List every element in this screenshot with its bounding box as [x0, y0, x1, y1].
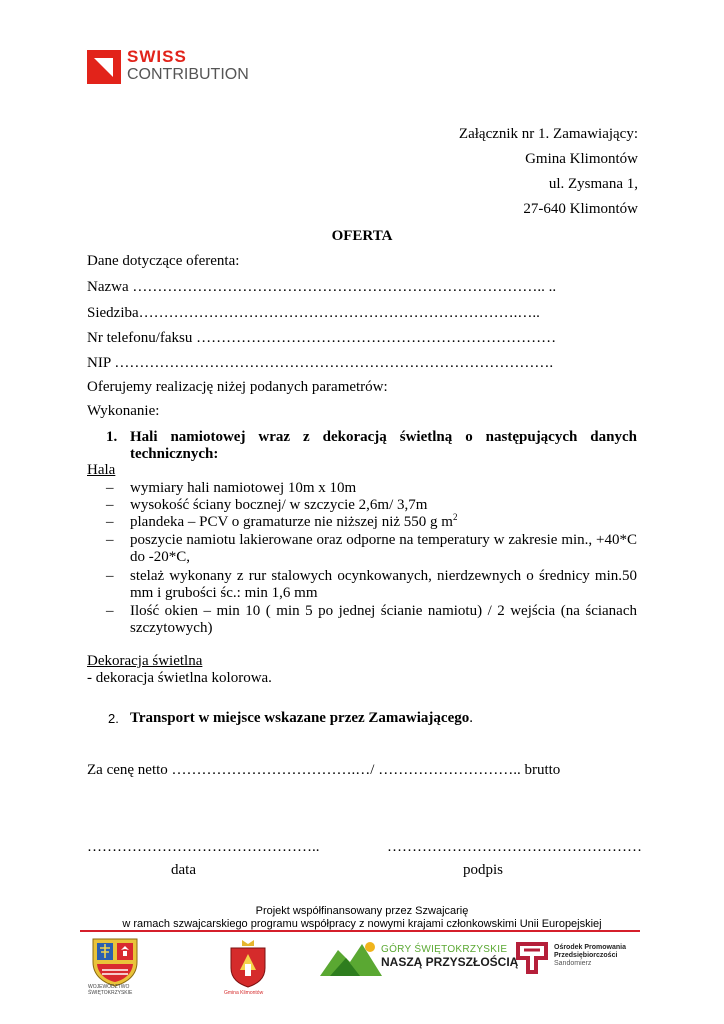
- wojewodztwo-line2: ŚWIĘTOKRZYSKIE: [88, 990, 133, 996]
- osrodek-line3: Sandomierz: [554, 960, 592, 967]
- execution-label: Wykonanie:: [87, 403, 160, 419]
- dash-bullet: –: [106, 603, 114, 619]
- wojewodztwo-line1: WOJEWÓDZTWO: [88, 984, 130, 990]
- hall-item-text-wrap: [130, 514, 637, 531]
- offer-text: Oferujemy realizację niżej podanych parametrów:: [87, 379, 388, 395]
- date-label: data: [171, 862, 196, 878]
- item1-text-line2: technicznych:: [130, 446, 219, 462]
- gmina-crest-icon: [228, 938, 268, 988]
- addressee-line-1: Załącznik nr 1. Zamawiający:: [458, 126, 638, 142]
- dash-bullet: –: [106, 532, 114, 548]
- gory-line2: NASZĄ PRZYSZŁOŚCIĄ: [381, 955, 519, 969]
- swiss-logo-mark: [87, 50, 121, 84]
- item2-number: 2.: [108, 711, 119, 726]
- hall-heading: Hala: [87, 462, 116, 478]
- offeror-heading: Dane dotyczące oferenta:: [87, 253, 240, 269]
- hall-item-text: wysokość ściany bocznej/ w szczycie 2,6m/ 3,7m: [130, 497, 428, 513]
- wojewodztwo-crest-icon: [88, 936, 142, 988]
- addressee-line-2: Gmina Klimontów: [525, 151, 638, 167]
- signature-dots: ……………………………………………: [387, 839, 642, 855]
- dash-bullet: –: [106, 514, 114, 530]
- item1-text-line1: Hali namiotowej wraz z dekoracją świetlną o następujących danych: [130, 429, 637, 445]
- item2-text: Transport w miejsce wskazane przez Zamawiającego: [130, 710, 470, 726]
- dash-bullet: –: [106, 480, 114, 496]
- hall-item-text: poszycie namiotu lakierowane oraz odporne na temperatury w zakresie min., +40*C do -20*C,: [130, 532, 637, 565]
- osrodek-line2: Przedsiębiorczości: [554, 952, 618, 959]
- field-name: Nazwa ……………………………………………………………………….. ..: [87, 279, 557, 295]
- dash-bullet: –: [106, 497, 114, 513]
- gory-line1: GÓRY ŚWIĘTOKRZYSKIE: [381, 944, 508, 955]
- osrodek-emblem-icon: [514, 938, 550, 978]
- price-line: Za cenę netto ……………………………….…/ ……………………….. brutto: [87, 762, 561, 778]
- item2-line: [130, 710, 473, 727]
- signature-label: podpis: [463, 862, 504, 878]
- item1-number: 1.: [106, 429, 118, 445]
- superscript: 2: [452, 512, 458, 522]
- addressee-line-3: ul. Zysmana 1,: [548, 176, 638, 192]
- item2-tail: .: [469, 710, 473, 726]
- footer-line-1: Projekt współfinansowany przez Szwajcarię: [255, 905, 469, 917]
- gmina-logo: [224, 938, 272, 1000]
- footer-divider: [80, 930, 640, 932]
- document-title: OFERTA: [331, 228, 393, 244]
- osrodek-line1: Ośrodek Promowania: [554, 944, 626, 951]
- field-nip: NIP …………………………………………………………………………….: [87, 355, 554, 371]
- field-phone: Nr telefonu/faksu ………………………………………………………………: [87, 330, 557, 346]
- decor-heading: Dekoracja świetlna: [87, 653, 203, 669]
- hall-item-text: plandeka – PCV o gramaturze nie niższej niż 550 g m: [130, 514, 453, 530]
- hall-item-text: stelaż wykonany z rur stalowych ocynkowanych, nierdzewnych o średnicy min.50 mm i grubości śc.: min 1,6 mm: [130, 568, 637, 601]
- logo-line1: SWISS: [127, 47, 187, 66]
- hall-item-text: wymiary hali namiotowej 10m x 10m: [130, 480, 357, 496]
- hall-item-text: Ilość okien – min 10 ( min 5 po jednej ścianie namiotu) / 2 wejścia (na ścianach szczytowych): [130, 603, 637, 636]
- date-dots: ………………………………………..: [87, 839, 320, 855]
- addressee-line-4: 27-640 Klimontów: [523, 201, 638, 217]
- gory-logo: [320, 938, 519, 980]
- footer-line-2: w ramach szwajcarskiego programu współpracy z nowymi krajami członkowskimi Unii Europejskiej: [122, 918, 602, 930]
- logo-line2: CONTRIBUTION: [127, 66, 249, 83]
- wojewodztwo-logo: [88, 936, 142, 1000]
- gmina-label: Gmina Klimontów: [224, 990, 264, 996]
- dash-bullet: –: [106, 568, 114, 584]
- field-seat: Siedziba………………………………………………………………….…..: [87, 305, 540, 321]
- osrodek-logo: [514, 938, 644, 980]
- mountains-icon: [320, 938, 382, 978]
- decor-text: - dekoracja świetlna kolorowa.: [87, 670, 272, 686]
